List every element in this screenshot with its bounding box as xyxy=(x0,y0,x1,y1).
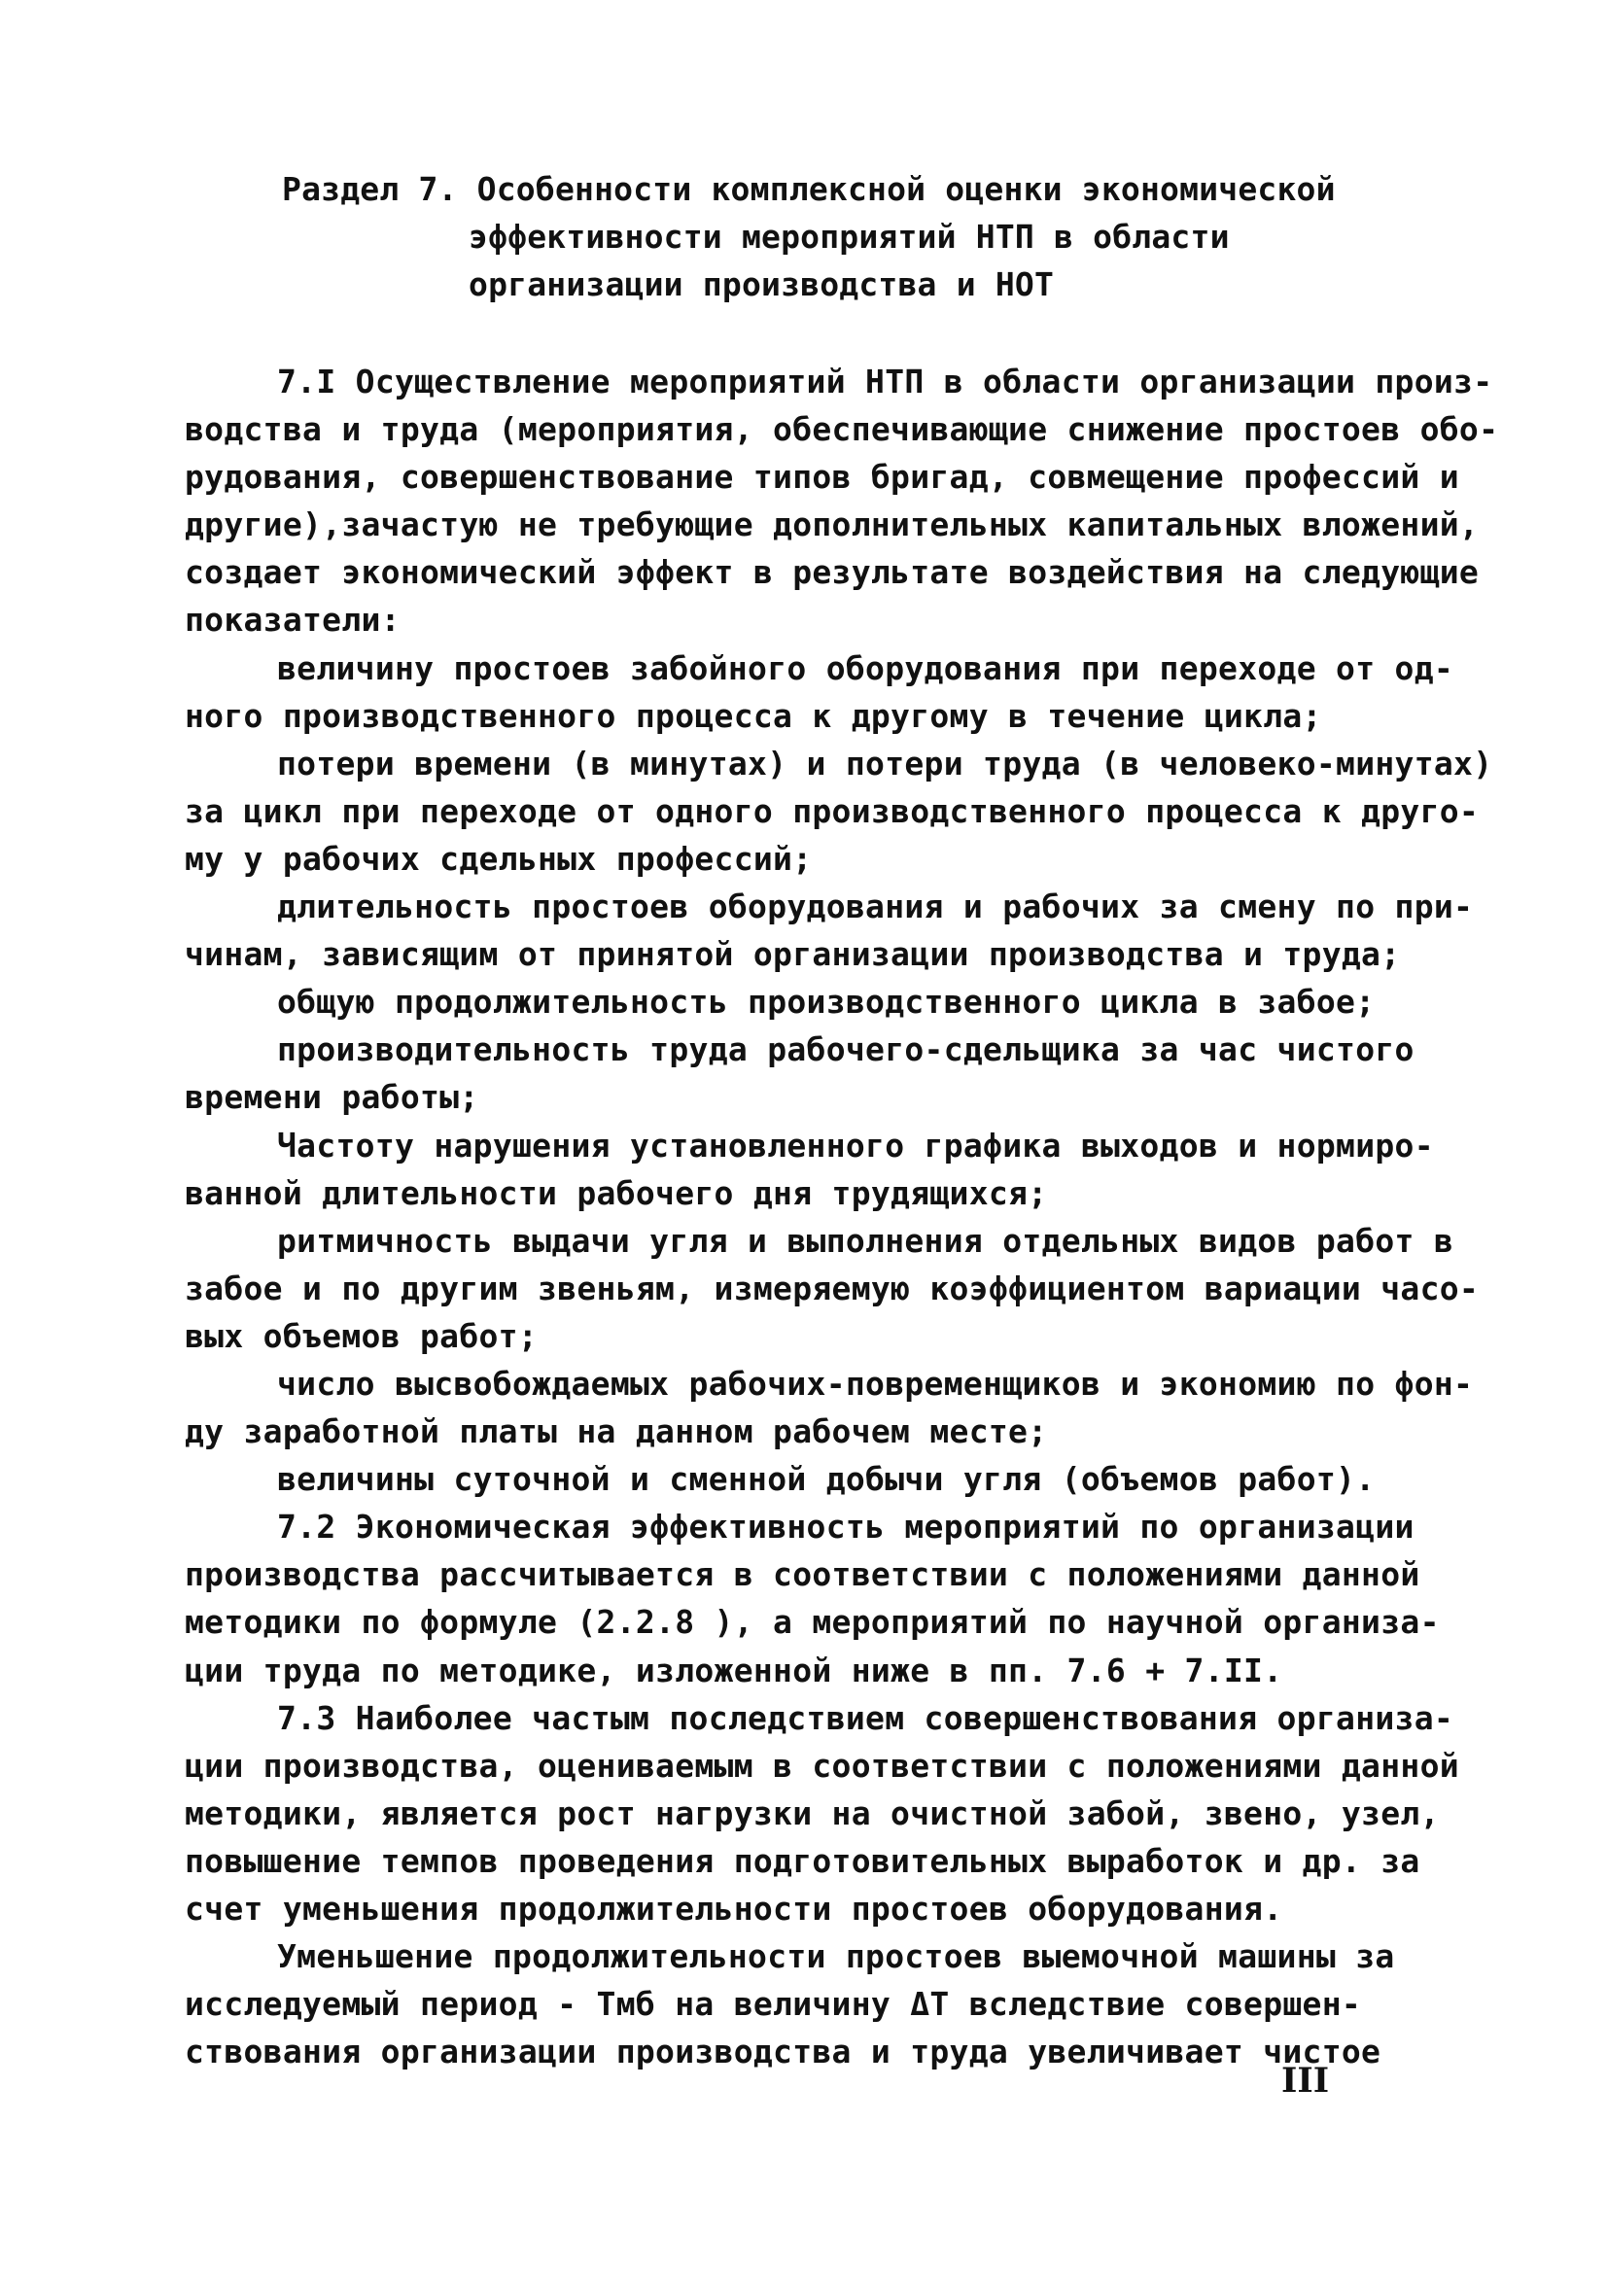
text-line: методики по формуле (2.2.8 ), а мероприятий по научной организа- xyxy=(185,1603,1440,1642)
text-line: величину простоев забойного оборудования при переходе от од- xyxy=(277,648,1454,687)
text-line: производительность труда рабочего-сдельщика за час чистого xyxy=(277,1030,1415,1069)
text-line: 7.2 Экономическая эффективность мероприятий по организации xyxy=(277,1508,1415,1547)
text-line: за цикл при переходе от одного производственного процесса к друго- xyxy=(185,791,1480,830)
section-title-line: организации производства и НОТ xyxy=(469,265,1055,303)
text-line: ритмичность выдачи угля и выполнения отдельных видов работ в xyxy=(277,1221,1454,1260)
text-line: ции производства, оцениваемым в соответствии с положениями данной xyxy=(185,1746,1459,1785)
text-line: 7.I Осуществление мероприятий НТП в области организации произ- xyxy=(277,363,1493,400)
text-line: производства рассчитывается в соответствии с положениями данной xyxy=(185,1555,1420,1594)
text-line: ного производственного процесса к другому в течение цикла; xyxy=(185,696,1322,735)
text-line: число высвобождаемых рабочих-повременщиков и экономию по фон- xyxy=(277,1364,1474,1403)
page-number: III xyxy=(1281,2061,1330,2101)
text-line: длительность простоев оборудования и рабочих за смену по при- xyxy=(277,887,1474,926)
section-title-line: эффективности мероприятий НТП в области xyxy=(469,218,1230,256)
section-title-line: Раздел 7. Особенности комплексной оценки экономической xyxy=(282,170,1336,208)
text-line: водства и труда (мероприятия, обеспечивающие снижение простоев обо- xyxy=(185,410,1499,449)
text-line: ции труда по методике, изложенной ниже в пп. 7.6 + 7.II. xyxy=(185,1651,1283,1689)
text-line: Уменьшение продолжительности простоев выемочной машины за xyxy=(277,1937,1395,1976)
text-line: забое и по другим звеньям, измеряемую коэффициентом вариации часо- xyxy=(185,1269,1480,1307)
text-line: другие),зачастую не требующие дополнительных капитальных вложений, xyxy=(185,505,1480,544)
text-line: счет уменьшения продолжительности простоев оборудования. xyxy=(185,1890,1283,1928)
text-line: времени работы; xyxy=(185,1078,479,1117)
text-line: повышение темпов проведения подготовительных выработок и др. за xyxy=(185,1841,1420,1880)
text-line: потери времени (в минутах) и потери труда (в человеко-минутах) xyxy=(277,744,1493,783)
text-line: ствования организации производства и труда увеличивает чистое xyxy=(185,2033,1381,2071)
text-line: ванной длительности рабочего дня трудящихся; xyxy=(185,1173,1048,1212)
text-line: 7.3 Наиболее частым последствием совершенствования организа- xyxy=(277,1698,1454,1737)
text-line: ду заработной платы на данном рабочем месте; xyxy=(185,1412,1048,1451)
text-line: му у рабочих сдельных профессий; xyxy=(185,839,813,878)
text-line: исследуемый период - Tмб на величину ΔT вследствие совершен- xyxy=(185,1985,1362,2024)
section-title xyxy=(282,165,1449,308)
text-line: показатели: xyxy=(185,601,401,640)
text-line: Частоту нарушения установленного графика выходов и нормиро- xyxy=(277,1126,1434,1165)
text-line: создает экономический эффект в результате воздействия на следующие xyxy=(185,553,1480,592)
body-text xyxy=(185,358,1499,2075)
text-line: общую продолжительность производственного цикла в забое; xyxy=(277,983,1376,1022)
text-line: величины суточной и сменной добычи угля (объемов работ). xyxy=(277,1460,1376,1499)
text-line: вых объемов работ; xyxy=(185,1316,539,1355)
text-line: рудования, совершенствование типов бригад, совмещение профессий и xyxy=(185,458,1459,497)
text-line: чинам, зависящим от принятой организации производства и труда; xyxy=(185,935,1401,974)
text-line: методики, является рост нагрузки на очистной забой, звено, узел, xyxy=(185,1793,1440,1832)
